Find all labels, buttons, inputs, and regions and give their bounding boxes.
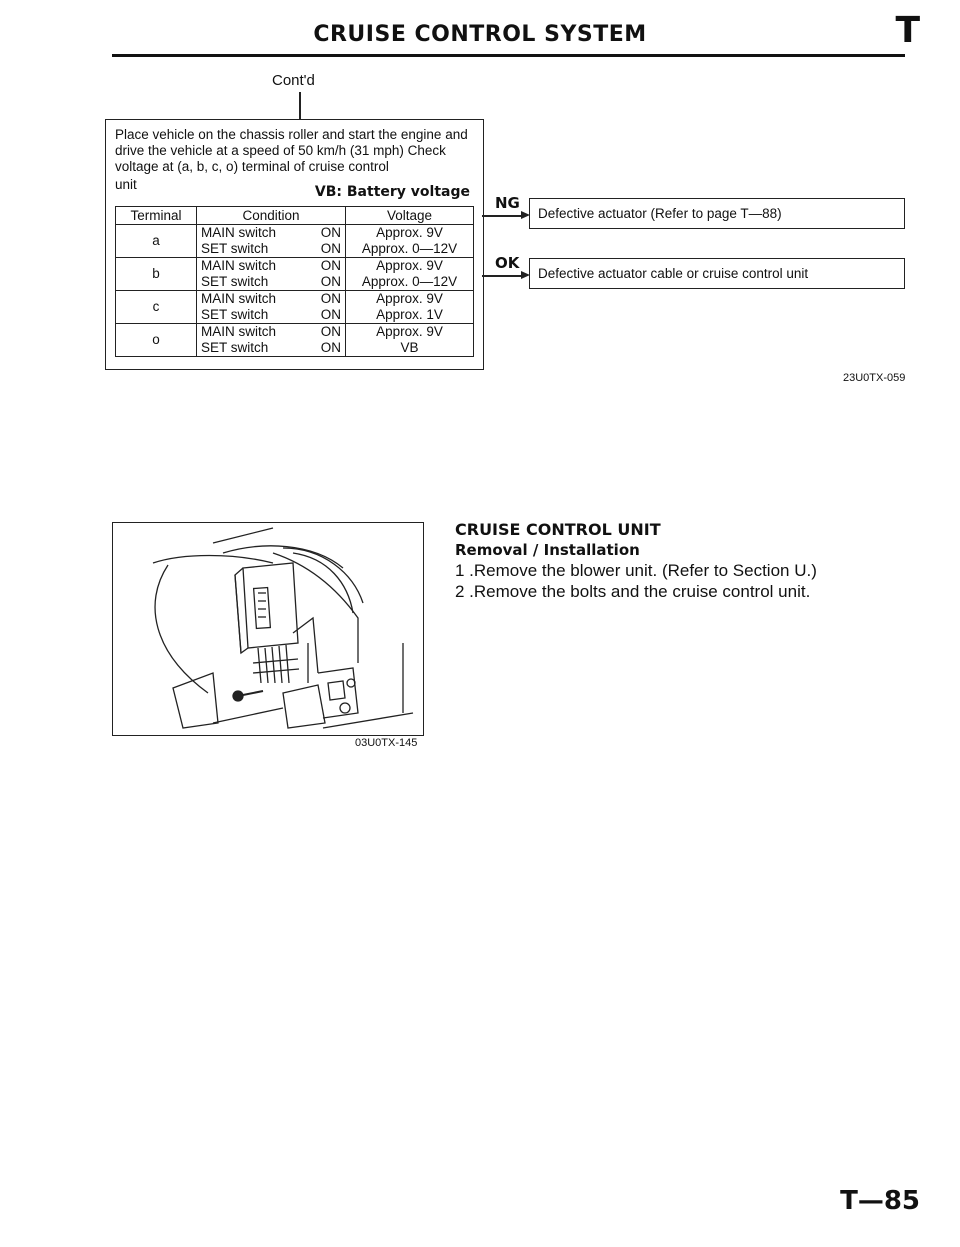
condition-state: ON bbox=[320, 291, 341, 306]
page-number: T—85 bbox=[840, 1186, 920, 1216]
table-row bbox=[116, 225, 474, 258]
voltage-value: Approx. 0—12V bbox=[361, 241, 458, 256]
illustration-figure-code: 03U0TX-145 bbox=[355, 737, 418, 749]
ok-result-box bbox=[529, 258, 905, 289]
condition-text: SET switch bbox=[201, 274, 269, 289]
condition-cell bbox=[197, 324, 346, 357]
continued-label: Cont'd bbox=[272, 72, 315, 89]
table-row bbox=[116, 258, 474, 291]
terminal-voltage-table bbox=[115, 206, 474, 357]
terminal-cell: b bbox=[116, 258, 197, 291]
voltage-cell bbox=[346, 291, 474, 324]
voltage-value: Approx. 9V bbox=[376, 291, 443, 306]
condition-state: ON bbox=[320, 225, 341, 240]
table-row bbox=[116, 291, 474, 324]
page-title: CRUISE CONTROL SYSTEM bbox=[313, 22, 647, 47]
ng-connector bbox=[482, 215, 522, 217]
terminal-cell: a bbox=[116, 225, 197, 258]
column-header: Condition bbox=[197, 207, 346, 225]
table-header-row bbox=[116, 207, 474, 225]
condition-cell bbox=[197, 291, 346, 324]
condition-text: MAIN switch bbox=[201, 258, 277, 273]
ng-result-text: Defective actuator (Refer to page T—88) bbox=[538, 206, 782, 221]
procedure-unit-text: unit bbox=[115, 177, 137, 192]
voltage-value: Approx. 9V bbox=[376, 225, 443, 240]
condition-state: ON bbox=[320, 324, 341, 339]
condition-text: MAIN switch bbox=[201, 225, 277, 240]
column-header: Terminal bbox=[116, 207, 197, 225]
section-letter: T bbox=[895, 10, 920, 51]
condition-cell bbox=[197, 258, 346, 291]
removal-section bbox=[455, 520, 925, 602]
condition-text: SET switch bbox=[201, 340, 269, 355]
terminal-cell: o bbox=[116, 324, 197, 357]
voltage-value: Approx. 0—12V bbox=[361, 274, 458, 289]
condition-state: ON bbox=[320, 258, 341, 273]
voltage-value: VB bbox=[400, 340, 419, 355]
section-subheading: Removal / Installation bbox=[455, 541, 640, 559]
condition-text: MAIN switch bbox=[201, 291, 277, 306]
ok-label: OK bbox=[495, 254, 520, 272]
condition-text: MAIN switch bbox=[201, 324, 277, 339]
voltage-value: Approx. 1V bbox=[376, 307, 443, 322]
figure-code: 23U0TX-059 bbox=[843, 372, 906, 384]
condition-state: ON bbox=[320, 340, 341, 355]
condition-text: SET switch bbox=[201, 307, 269, 322]
ok-result-text: Defective actuator cable or cruise control unit bbox=[538, 266, 809, 281]
unit-location-drawing bbox=[113, 523, 423, 735]
voltage-value: Approx. 9V bbox=[376, 324, 443, 339]
condition-state: ON bbox=[320, 274, 341, 289]
procedure-step: 2 .Remove the bolts and the cruise control unit. bbox=[455, 582, 811, 601]
column-header: Voltage bbox=[346, 207, 474, 225]
voltage-cell bbox=[346, 225, 474, 258]
ng-result-box bbox=[529, 198, 905, 229]
terminal-cell: c bbox=[116, 291, 197, 324]
ok-connector bbox=[482, 275, 522, 277]
flow-connector bbox=[299, 92, 301, 120]
procedure-step: 1 .Remove the blower unit. (Refer to Section U.) bbox=[455, 561, 817, 580]
voltage-cell bbox=[346, 258, 474, 291]
condition-text: SET switch bbox=[201, 241, 269, 256]
header-rule bbox=[112, 54, 905, 57]
section-heading: CRUISE CONTROL UNIT bbox=[455, 520, 661, 539]
procedure-text: Place vehicle on the chassis roller and start the engine and drive the vehicle at a speed of 50 km/h (31 mph) Check voltage at (a, b, c, o) terminal of cruise control bbox=[115, 127, 468, 174]
condition-state: ON bbox=[320, 241, 341, 256]
voltage-cell bbox=[346, 324, 474, 357]
ng-label: NG bbox=[495, 194, 520, 212]
table-row bbox=[116, 324, 474, 357]
voltage-value: Approx. 9V bbox=[376, 258, 443, 273]
condition-state: ON bbox=[320, 307, 341, 322]
battery-voltage-note: VB: Battery voltage bbox=[314, 184, 470, 200]
condition-cell bbox=[197, 225, 346, 258]
cruise-control-unit-illustration bbox=[112, 522, 424, 736]
